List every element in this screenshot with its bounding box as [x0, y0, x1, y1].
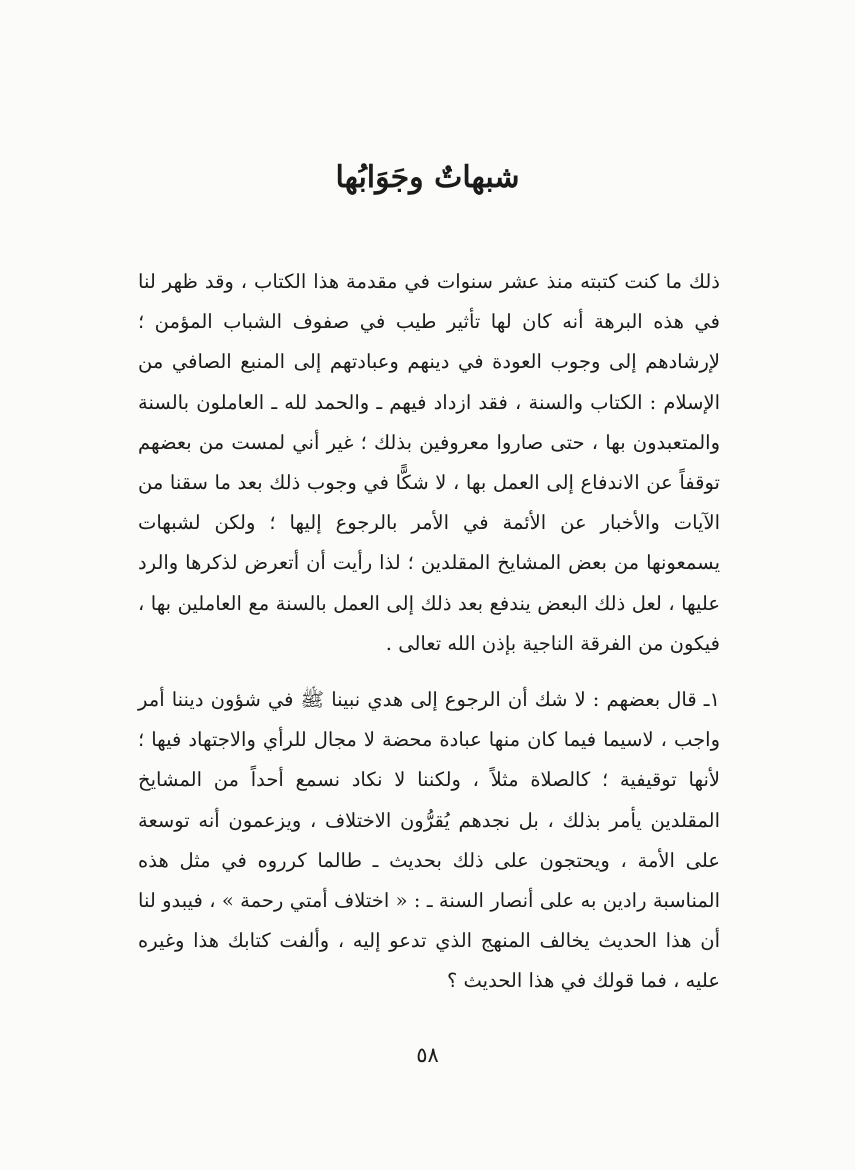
chapter-title: شبهاتٌ وجَوَابُها: [335, 160, 520, 195]
body-text: [138, 262, 720, 1002]
question-paragraph-1: ١ـ قال بعضهم : لا شك أن الرجوع إلى هدي نبينا ﷺ في شؤون ديننا أمر واجب ، لاسيما فيما كان منها عبادة محضة لا مجال للرأي والاجتهاد فيها ؛ لأنها توقيفية ؛ كالصلاة مثلاً ، ولكننا لا نكاد نسمع أحداً من المشايخ المقلدين يأمر بذلك ، بل نجدهم يُقرُّون الاختلاف ، ويزعمون أنه توسعة على الأمة ، ويحتجون على ذلك بحديث ـ طالما كرروه في مثل هذه المناسبة رادين به على أنصار السنة ـ : « اختلاف أمتي رحمة » ، فيبدو لنا أن هذا الحديث يخالف المنهج الذي تدعو إليه ، وألفت كتابك هذا وغيره عليه ، فما قولك في هذا الحديث ؟: [138, 688, 720, 993]
page-number: ٥٨: [416, 1043, 439, 1067]
intro-paragraph: ذلك ما كنت كتبته منذ عشر سنوات في مقدمة هذا الكتاب ، وقد ظهر لنا في هذه البرهة أنه كان لها تأثير طيب في صفوف الشباب المؤمن ؛ لإرشادهم إلى وجوب العودة في دينهم وعبادتهم إلى المنبع الصافي من الإسلام : الكتاب والسنة ، فقد ازداد فيهم ـ والحمد لله ـ العاملون بالسنة والمتعبدون بها ، حتى صاروا معروفين بذلك ؛ غير أني لمست من بعضهم توقفاً عن الاندفاع إلى العمل بها ، لا شكًّا في وجوب ذلك بعد ما سقنا من الآيات والأخبار عن الأئمة في الأمر بالرجوع إليها ؛ ولكن لشبهات يسمعونها من بعض المشايخ المقلدين ؛ لذا رأيت أن أتعرض لذكرها والرد عليها ، لعل ذلك البعض يندفع بعد ذلك إلى العمل بالسنة مع العاملين بها ، فيكون من الفرقة الناجية بإذن الله تعالى .: [138, 270, 720, 655]
